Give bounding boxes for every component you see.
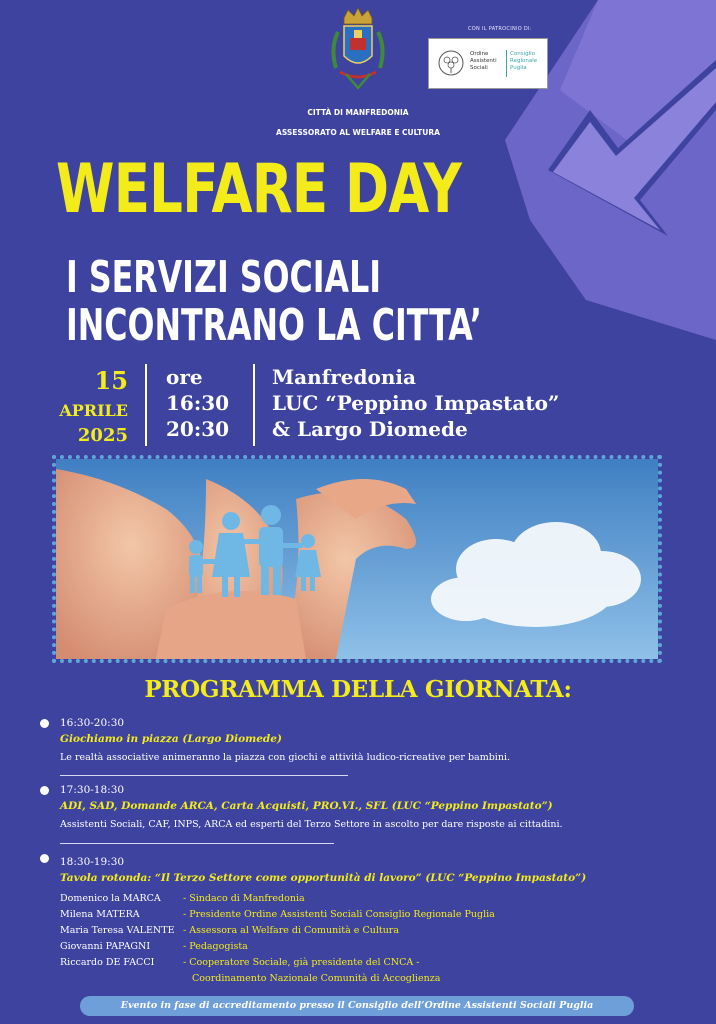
program-bullet (40, 854, 49, 863)
place-city: Manfredonia (272, 365, 416, 389)
program-item-desc: Le realtà associative animeranno la piazza con giochi e attività ludico-ricreative per bambini. (60, 752, 511, 763)
speaker-role: - Assessora al Welfare di Comunità e Cultura (183, 925, 400, 936)
patronage-label: CON IL PATROCINIO DI: (468, 26, 532, 32)
speaker-role: - Presidente Ordine Assistenti Sociali Consiglio Regionale Puglia (183, 909, 495, 920)
oas-name: Ordine Assistenti Sociali (470, 51, 497, 71)
event-place (272, 364, 559, 442)
department-line: ASSESSORATO AL WELFARE E CULTURA (276, 128, 440, 137)
program-item-title: ADI, SAD, Domande ARCA, Carta Acquisti, PRO.VI., SFL (LUC “Peppino Impastato”) (60, 800, 553, 812)
program-title: PROGRAMMA DELLA GIORNATA: (144, 676, 572, 703)
oas-tree-icon (437, 49, 465, 77)
accreditation-note: Evento in fase di accreditamento presso il Consiglio dell’Ordine Assistenti Sociali Puglia (80, 996, 634, 1016)
hero-photo (52, 455, 662, 663)
oas-region: Consiglio Regionale Puglia (510, 51, 538, 71)
program-item-time: 17:30-18:30 (60, 784, 125, 796)
divider (60, 775, 348, 776)
speaker-role: - Sindaco di Manfredonia (183, 893, 305, 904)
speaker-name: Riccardo DE FACCI (60, 957, 155, 968)
event-year: 2025 (77, 425, 128, 446)
event-day: 15 (94, 366, 128, 395)
city-department-name (250, 98, 466, 148)
divider (60, 843, 334, 844)
speaker-name: Giovanni PAPAGNI (60, 941, 151, 952)
speaker-role: - Pedagogista (183, 941, 248, 952)
speaker-name: Domenico la MARCA (60, 893, 161, 904)
time-word: ore (166, 365, 203, 389)
logo-divider (506, 50, 507, 77)
hands-family-illustration (56, 459, 658, 659)
time-start: 16:30 (166, 391, 230, 415)
event-time (166, 364, 229, 442)
program-item-title: Tavola rotonda: “Il Terzo Settore come opportunità di lavoro” (LUC “Peppino Impastato”) (60, 872, 587, 884)
manfredonia-crest-icon (328, 8, 388, 94)
program-bullet (40, 786, 49, 795)
program-item-time: 16:30-20:30 (60, 717, 125, 729)
program-bullet (40, 719, 49, 728)
main-title: WELFARE DAY (56, 150, 462, 229)
place-venue: LUC “Peppino Impastato” (272, 391, 560, 415)
time-end: 20:30 (166, 417, 230, 441)
info-separator (145, 364, 147, 446)
place-square: & Largo Diomede (272, 417, 468, 441)
program-item-desc: Assistenti Sociali, CAF, INPS, ARCA ed esperti del Terzo Settore in ascolto per dare risposte ai cittadini. (60, 819, 563, 830)
info-separator (253, 364, 255, 446)
speaker-name: Maria Teresa VALENTE (60, 925, 175, 936)
program-item-title: Giochiamo in piazza (Largo Diomede) (60, 733, 282, 745)
city-line: CITTÀ DI MANFREDONIA (307, 108, 409, 117)
program-item-time: 18:30-19:30 (60, 856, 125, 868)
subtitle: I SERVIZI SOCIALI INCONTRANO LA CITTA’ (66, 252, 482, 351)
speaker-role-continued: Coordinamento Nazionale Comunità di Accoglienza (192, 973, 441, 984)
patronage-logo-box (428, 38, 548, 89)
speaker-name: Milena MATERA (60, 909, 140, 920)
speaker-role: - Cooperatore Sociale, già presidente del CNCA - (183, 957, 420, 968)
event-month: APRILE (59, 401, 128, 420)
